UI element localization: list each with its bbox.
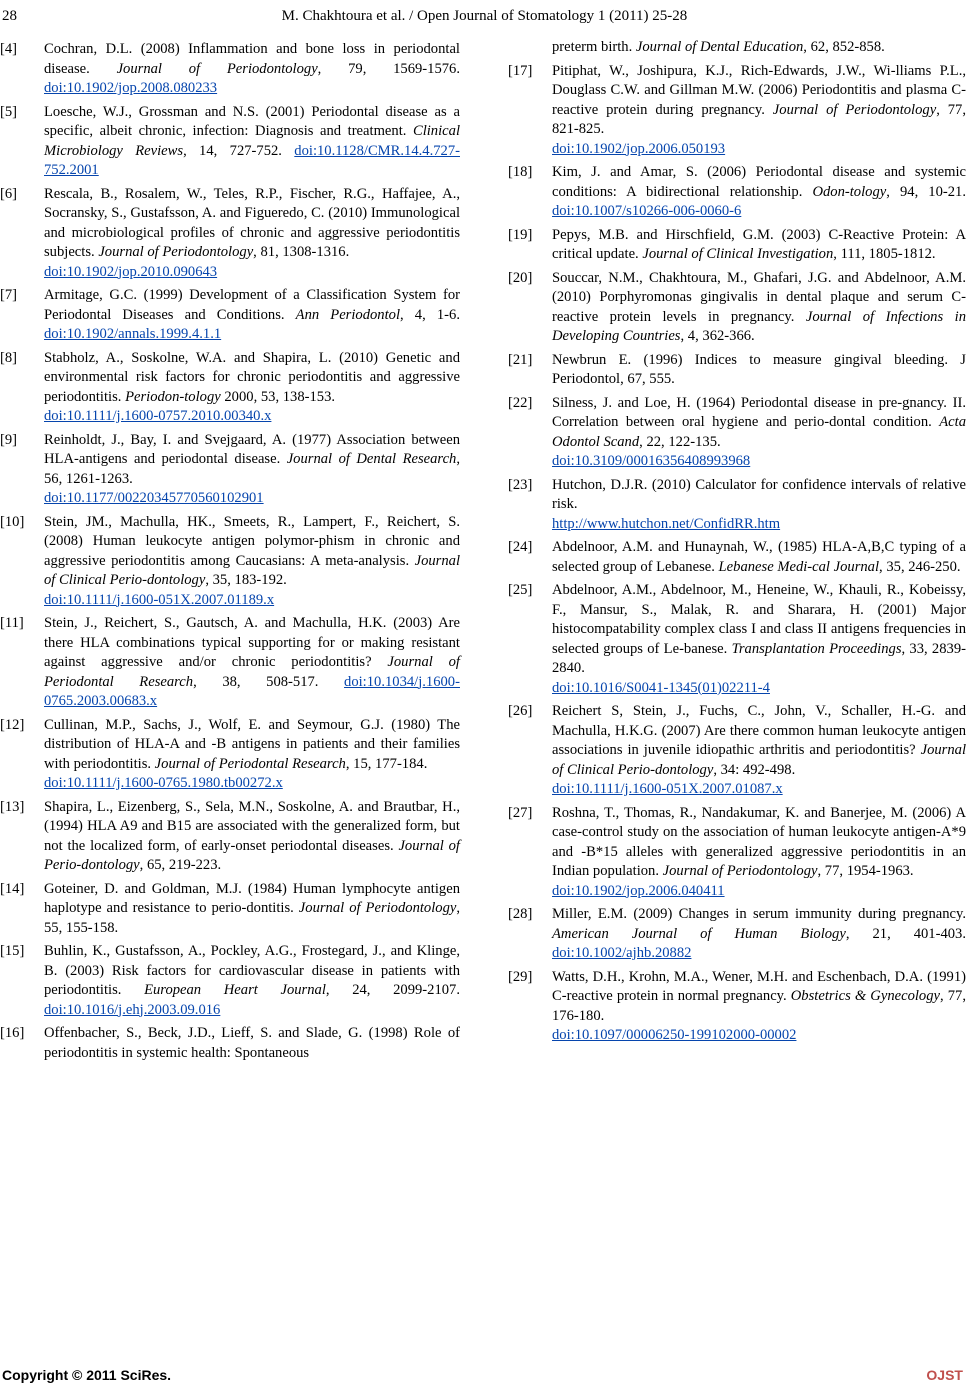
reference-volume-pages: , 94, 10-21. [886,183,966,200]
reference-citation: Pepys, M.B. and Hirschfield, G.M. (2003) C-Reactive Protein: A critical update. [552,226,966,262]
doi-link[interactable]: doi:10.1902/jop.2010.090643 [44,263,218,280]
reference-citation: Pitiphat, W., Joshipura, K.J., Rich-Edwards, J.W., Wi-lliams P.L., Douglass C.W. and Gillman M.W. (2006) Periodontitis and plasma C-reactive protein during pregnancy. [552,62,966,118]
reference-number: [28] [508,906,533,922]
reference-text [552,269,966,347]
reference-number: [21] [508,351,533,368]
reference-entry [508,476,966,535]
reference-text [44,942,460,1020]
reference-entry [0,716,460,794]
reference-citation: Cochran, D.L. (2008) Inflammation and bone loss in periodontal disease. [44,41,460,77]
reference-entry [508,905,966,964]
reference-journal: Journal of Clinical Perio-dontology [44,552,460,588]
reference-citation: Miller, E.M. (2009) Changes in serum immunity during pregnancy. [552,906,966,922]
reference-journal: Journal of Dental Research [286,451,457,467]
reference-entry [508,38,966,58]
reference-citation: Reinholdt, J., Bay, I. and Svejgaard, A. (1977) Association between HLA-antigens and periodontal disease. [44,431,460,467]
reference-number: [14] [0,880,25,897]
reference-number: [16] [0,1025,25,1041]
running-title: M. Chakhtoura et al. / Open Journal of Stomatology 1 (2011) 25-28 [281,8,688,24]
reference-number: [6] [0,185,18,202]
reference-text [44,614,460,712]
doi-link[interactable]: doi:10.1097/00006250-199102000-00002 [552,1027,797,1043]
reference-journal: Journal of Periodontology [116,60,318,77]
reference-volume-pages: , 62, 852-858. [803,39,885,55]
reference-entry [0,431,460,509]
doi-link[interactable]: doi:10.1111/j.1600-051X.2007.01087.x [552,781,783,797]
reference-entry [508,62,966,160]
reference-text [552,581,966,698]
reference-number: [5] [0,103,18,120]
reference-citation: Cullinan, M.P., Sachs, J., Wolf, E. and Seymour, G.J. (1980) The distribution of HLA-A and -B antigens in patients and their families with periodontitis. [44,716,460,772]
reference-text [44,880,460,939]
reference-entry [508,581,966,698]
reference-volume-pages: , 111, 1805-1812. [833,246,936,262]
reference-journal: Journal of Clinical Perio-dontology [552,742,966,778]
reference-entry [0,880,460,939]
reference-citation: preterm birth. [552,39,636,55]
reference-volume-pages: , 38, 508-517. [193,673,345,690]
doi-link[interactable]: doi:10.1902/jop.2006.050193 [552,140,726,157]
reference-text [552,62,966,160]
reference-volume-pages: , 4, 362-366. [680,328,755,344]
reference-journal: Lebanese Medi-cal Journal [718,558,880,575]
reference-entry [508,394,966,472]
reference-entry [0,942,460,1020]
reference-citation: Shapira, L., Eizenberg, S., Sela, M.N., Soskolne, A. and Brautbar, H., (1994) HLA A9 and B15 are associated with the generalized form, but not the localized form, of early-onset periodontal diseases. [44,798,460,854]
reference-number: [29] [508,968,533,985]
reference-journal: Journal of Periodontology [662,863,818,879]
doi-link[interactable]: http://www.hutchon.net/ConfidRR.htm [552,515,781,532]
reference-text [552,163,966,222]
doi-link[interactable]: doi:10.1111/j.1600-051X.2007.01189.x [44,591,275,608]
doi-link[interactable]: doi:10.3109/00016356408993968 [552,453,751,469]
doi-link[interactable]: doi:10.1177/00220345770560102901 [44,490,264,506]
reference-number: [9] [0,431,18,448]
reference-number: [17] [508,62,533,79]
reference-volume-pages: , 35, 246-250. [879,558,961,575]
doi-link[interactable]: doi:10.1902/jop.2006.040411 [552,882,725,899]
reference-journal: Obstetrics & Gynecology [790,988,940,1004]
reference-entry [0,185,460,283]
doi-link[interactable]: doi:10.1902/annals.1999.4.1.1 [44,326,222,342]
reference-number: [11] [0,615,24,631]
journal-abbrev: OJST [926,1367,963,1383]
reference-journal: Ann Periodontol [295,306,401,323]
reference-entry [508,702,966,800]
reference-citation: Silness, J. and Loe, H. (1964) Periodontal disease in pre-gnancy. II. Correlation between oral hygiene and perio-dontal condition. [552,394,966,430]
reference-text [44,40,460,99]
reference-citation: Offenbacher, S., Beck, J.D., Lieff, S. and Slade, G. (1998) Role of periodontitis in systemic health: Spontaneous [44,1025,460,1061]
reference-text [552,702,966,800]
reference-journal: Journal of Periodontology [98,244,254,260]
reference-volume-pages: , 24, 2099-2107. [325,982,460,998]
reference-journal: Journal of Infections in Developing Countries [552,308,966,344]
reference-citation: Loesche, W.J., Grossman and N.S. (2001) Periodontal disease as a specific, albeit chronic, infection: Diagnosis and treatment. [44,103,460,139]
reference-text [44,286,460,345]
reference-number: [13] [0,798,25,815]
reference-text [552,968,966,1046]
reference-number: [26] [508,703,533,719]
reference-volume-pages: , 55, 155-158. [44,900,460,936]
reference-citation: Roshna, T., Thomas, R., Nandakumar, K. and Banerjee, M. (2006) A case-control study on the association of human leukocyte antigen-A*9 and -B*15 alleles with generalized aggressive periodontitis in an Indian population. [552,804,966,879]
page-number: 28 [2,8,17,24]
reference-text [44,1024,460,1063]
reference-number: [19] [508,226,533,243]
reference-citation: Hutchon, D.J.R. (2010) Calculator for confidence intervals of relative risk. [552,476,966,512]
reference-number: [22] [508,394,533,411]
reference-entry [0,798,460,876]
reference-citation: Watts, D.H., Krohn, M.A., Wener, M.H. and Eschenbach, D.A. (1991) C-reactive protein in normal pregnancy. [552,968,966,1004]
reference-citation: Buhlin, K., Gustafsson, A., Pockley, A.G., Frostegard, J., and Klinge, B. (2003) Risk factors for cardiovascular disease in patients with periodontitis. [44,943,460,998]
reference-citation: Kim, J. and Amar, S. (2006) Periodontal disease and systemic conditions: A bidirectional relationship. [552,164,966,200]
reference-volume-pages: , 22, 122-135. [639,433,721,450]
reference-text [44,185,460,283]
reference-number: [18] [508,164,533,180]
reference-entry [0,513,460,611]
reference-number: [7] [0,287,18,303]
reference-citation: Reichert S, Stein, J., Fuchs, C., John, V., Schaller, H.-G. and Machulla, H.K.G. (2007) Are there common human leukocyte antigen associations in juvenile idiopathic arthritis and periodontitis? [552,703,966,758]
doi-link[interactable]: doi:10.1016/S0041-1345(01)02211-4 [552,679,770,696]
reference-number: [24] [508,539,533,555]
reference-number: [25] [508,582,533,598]
doi-link[interactable]: doi:10.1111/j.1600-0765.1980.tb00272.x [44,775,283,791]
reference-journal: European Heart Journal [144,982,326,998]
reference-journal: Odon-tology [812,183,887,200]
reference-volume-pages: , 77, 1954-1963. [817,863,914,879]
reference-number: [4] [0,41,18,57]
reference-text [552,351,966,390]
reference-entry [508,538,966,577]
doi-link[interactable]: doi:10.1034/j.1600-0765.2003.00683.x [44,673,460,709]
reference-citation: Stein, JM., Machulla, HK., Smeets, R., Lampert, F., Reichert, S. (2008) Human leukocyte antigen polymor-phism in chronic and aggressive periodontitis among Caucasians: A meta-analysis. [44,513,460,569]
right-column [508,38,966,1050]
page-footer [0,1367,969,1385]
reference-citation: Stein, J., Reichert, S., Gautsch, A. and Machulla, H.K. (2003) Are there HLA combinations typical supporting for or making resistant against aggressive and/or chronic periodontitis? [44,615,460,670]
reference-volume-pages: , 79, 1569-1576. [317,60,460,77]
reference-journal: Journal of Periodontology [772,101,937,118]
reference-entry [508,269,966,347]
reference-text [552,804,966,902]
reference-number: [12] [0,716,25,733]
reference-number: [27] [508,804,533,821]
reference-volume-pages: , 56, 1261-1263. [44,451,460,487]
reference-journal: Acta Odontol Scand [552,414,966,450]
reference-entry [0,1024,460,1063]
reference-citation: Stabholz, A., Soskolne, W.A. and Shapira, L. (2010) Genetic and environmental risk factors for chronic periodontitis and aggressive periodontitis. [44,349,460,405]
copyright-notice: Copyright © 2011 SciRes. [2,1367,172,1383]
doi-link[interactable]: doi:10.1111/j.1600-0757.2010.00340.x [44,408,272,424]
reference-entry [508,226,966,265]
reference-entry [0,349,460,427]
doi-link[interactable]: doi:10.1016/j.ehj.2003.09.016 [44,1001,221,1018]
reference-citation: Newbrun E. (1996) Indices to measure gingival bleeding. J Periodontol, 67, 555. [552,351,966,387]
reference-volume-pages: , 33, 2839-2840. [552,640,966,676]
reference-text [44,716,460,794]
running-header [0,8,969,30]
reference-journal: Journal of Periodontal Research [154,755,346,772]
reference-text [552,476,966,535]
reference-number: [23] [508,476,533,493]
doi-link[interactable]: doi:10.1902/jop.2008.080233 [44,80,218,96]
reference-journal: Journal of Clinical Investigation [642,246,834,262]
reference-volume-pages: , 77, 176-180. [552,988,966,1024]
reference-volume-pages: , 34: 492-498. [713,761,796,778]
reference-entry [508,351,966,390]
reference-journal: Journal of Periodontal Research [44,654,460,690]
reference-text [552,538,966,577]
reference-text [44,513,460,611]
reference-number: [10] [0,513,25,530]
reference-number: [8] [0,349,18,366]
doi-link[interactable]: doi:10.1002/ajhb.20882 [552,945,692,961]
reference-text [44,103,460,181]
reference-volume-pages: , 14, 727-752. [183,142,295,159]
reference-entry [0,614,460,712]
reference-entry [0,40,460,99]
reference-text [44,798,460,876]
reference-journal: Journal of Periodontology [298,900,457,916]
reference-text [552,905,966,964]
reference-citation: Abdelnoor, A.M., Abdelnoor, M., Heneine, W., Khauli, R., Kobeissy, F., Mansur, S., Malak, R. and Sharara, H. (2001) Major histocompatability complex class I and class II antigens frequencies in selected groups of Le-banese. [552,582,966,657]
reference-text [44,349,460,427]
reference-entry [508,804,966,902]
reference-entry [508,163,966,222]
reference-number: [20] [508,269,533,286]
reference-number: [15] [0,943,25,959]
reference-entry [508,968,966,1046]
reference-text [552,38,966,58]
reference-volume-pages: , 35, 183-192. [205,572,287,588]
reference-journal: Periodon-tology [125,388,221,405]
reference-text [552,394,966,472]
reference-journal: Journal of Dental Education [635,39,804,55]
reference-volume-pages: , 21, 401-403. [845,925,966,942]
reference-citation: Abdelnoor, A.M. and Hunaynah, W., (1985) HLA-A,B,C typing of a selected group of Lebanese. [552,539,966,575]
reference-text [44,431,460,509]
reference-citation: Goteiner, D. and Goldman, M.J. (1984) Human lymphocyte antigen haplotype and resistance to perio-dontitis. [44,880,460,916]
reference-citation: Armitage, G.C. (1999) Development of a Classification System for Periodontal Diseases and Conditions. [44,287,460,323]
reference-journal: American Journal of Human Biology [552,925,846,942]
reference-entry [0,103,460,181]
reference-volume-pages: , 15, 177-184. [345,755,428,772]
reference-citation: Rescala, B., Rosalem, W., Teles, R.P., Fischer, R.G., Haffajee, A., Socransky, S., Gustafsson, A. and Figueredo, C. (2010) Immunological and microbiological profiles of chronic and aggressive periodontitis subjects. [44,185,460,260]
doi-link[interactable]: doi:10.1128/CMR.14.4.727-752.2001 [44,142,460,178]
left-column [0,40,460,1067]
reference-text [552,226,966,265]
reference-journal: Transplantation Proceedings [731,640,902,657]
reference-journal: Journal of Perio-dontology [44,837,460,873]
doi-link[interactable]: doi:10.1007/s10266-006-0060-6 [552,203,742,219]
reference-citation: Souccar, N.M., Chakhtoura, M., Ghafari, J.G. and Abdelnoor, A.M. (2010) Porphyromonas gingivalis in dental plaque and serum C-reactive protein levels in pregnancy. [552,269,966,325]
reference-volume-pages: , 77, 821-825. [552,101,967,137]
reference-entry [0,286,460,345]
reference-volume-pages: , 4, 1-6. [400,306,460,323]
reference-volume-pages: , 81, 1308-1316. [253,244,350,260]
reference-journal: Clinical Microbiology Reviews [44,123,460,159]
reference-volume-pages: 2000, 53, 138-153. [220,388,336,405]
reference-volume-pages: , 65, 219-223. [139,857,222,873]
